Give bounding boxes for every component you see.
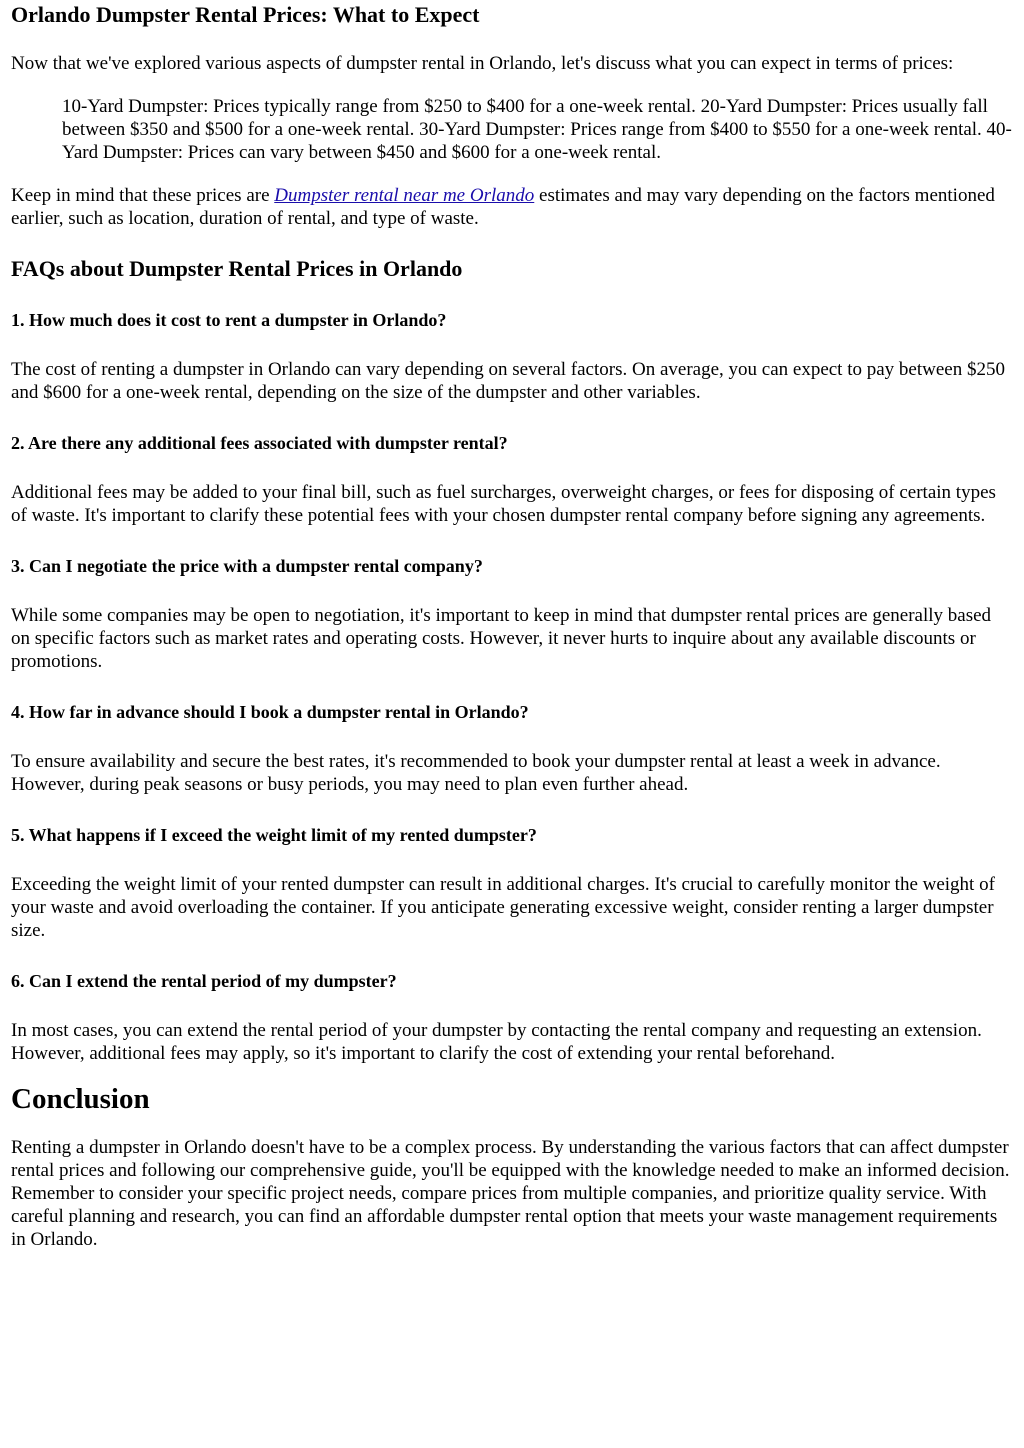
faq-question-2: 2. Are there any additional fees associated with dumpster rental? <box>11 433 508 453</box>
page-title: Orlando Dumpster Rental Prices: What to Expect <box>11 2 480 27</box>
faq-question-1: 1. How much does it cost to rent a dumpster in Orlando? <box>11 310 447 330</box>
faq-answer-1: The cost of renting a dumpster in Orlando can vary depending on several factors. On average, you can expect to pay between $250 and $600 for a one-week rental, depending on the size of the dumpster and other variables. <box>11 359 1005 403</box>
faq-answer-4: To ensure availability and secure the best rates, it's recommended to book your dumpster rental at least a week in advance. However, during peak seasons or busy periods, you may need to plan even further ahead. <box>11 751 941 795</box>
faq-question-3: 3. Can I negotiate the price with a dumpster rental company? <box>11 556 483 576</box>
price-list-quote: 10-Yard Dumpster: Prices typically range from $250 to $400 for a one-week rental. 20-Yard Dumpster: Prices usually fall between $350 and $500 for a one-week rental. 30-Yard Dumpster: Prices range from $400 to $550 for a one-week rental. 40-Yard Dumpster: Prices can vary between $450 and $600 for a one-week rental. <box>62 96 1012 163</box>
estimate-note-paragraph <box>11 184 1014 230</box>
faq-answer-3: While some companies may be open to negotiation, it's important to keep in mind that dumpster rental prices are generally based on specific factors such as market rates and operating costs. However, it never hurts to inquire about any available discounts or promotions. <box>11 605 992 672</box>
conclusion-paragraph: Renting a dumpster in Orlando doesn't have to be a complex process. By understanding the various factors that can affect dumpster rental prices and following our comprehensive guide, you'll be equipped with the knowledge needed to make an informed decision. Remember to consider your specific project needs, compare prices from multiple companies, and prioritize quality service. With careful planning and research, you can find an affordable dumpster rental option that meets your waste management requirements in Orlando. <box>11 1137 1010 1250</box>
faq-question-6: 6. Can I extend the rental period of my dumpster? <box>11 971 397 991</box>
faq-answer-2: Additional fees may be added to your final bill, such as fuel surcharges, overweight charges, or fees for disposing of certain types of waste. It's important to clarify these potential fees with your chosen dumpster rental company before signing any agreements. <box>11 482 996 526</box>
note-text-before: Keep in mind that these prices are <box>11 185 275 206</box>
intro-paragraph: Now that we've explored various aspects of dumpster rental in Orlando, let's discuss what you can expect in terms of prices: <box>11 53 954 74</box>
faq-question-5: 5. What happens if I exceed the weight limit of my rented dumpster? <box>11 825 537 845</box>
conclusion-heading: Conclusion <box>11 1083 150 1115</box>
note-text-after: estimates and may vary depending on the factors mentioned earlier, such as location, duration of rental, and type of waste. <box>11 185 995 229</box>
faq-answer-5: Exceeding the weight limit of your rented dumpster can result in additional charges. It's crucial to carefully monitor the weight of your waste and avoid overloading the container. If you anticipate generating excessive weight, consider renting a larger dumpster size. <box>11 874 995 941</box>
faq-heading: FAQs about Dumpster Rental Prices in Orlando <box>11 256 463 281</box>
faq-answer-6: In most cases, you can extend the rental period of your dumpster by contacting the rental company and requesting an extension. However, additional fees may apply, so it's important to clarify the cost of extending your rental beforehand. <box>11 1020 982 1064</box>
dumpster-rental-link[interactable]: Dumpster rental near me Orlando <box>274 185 535 206</box>
faq-question-4: 4. How far in advance should I book a dumpster rental in Orlando? <box>11 702 529 722</box>
